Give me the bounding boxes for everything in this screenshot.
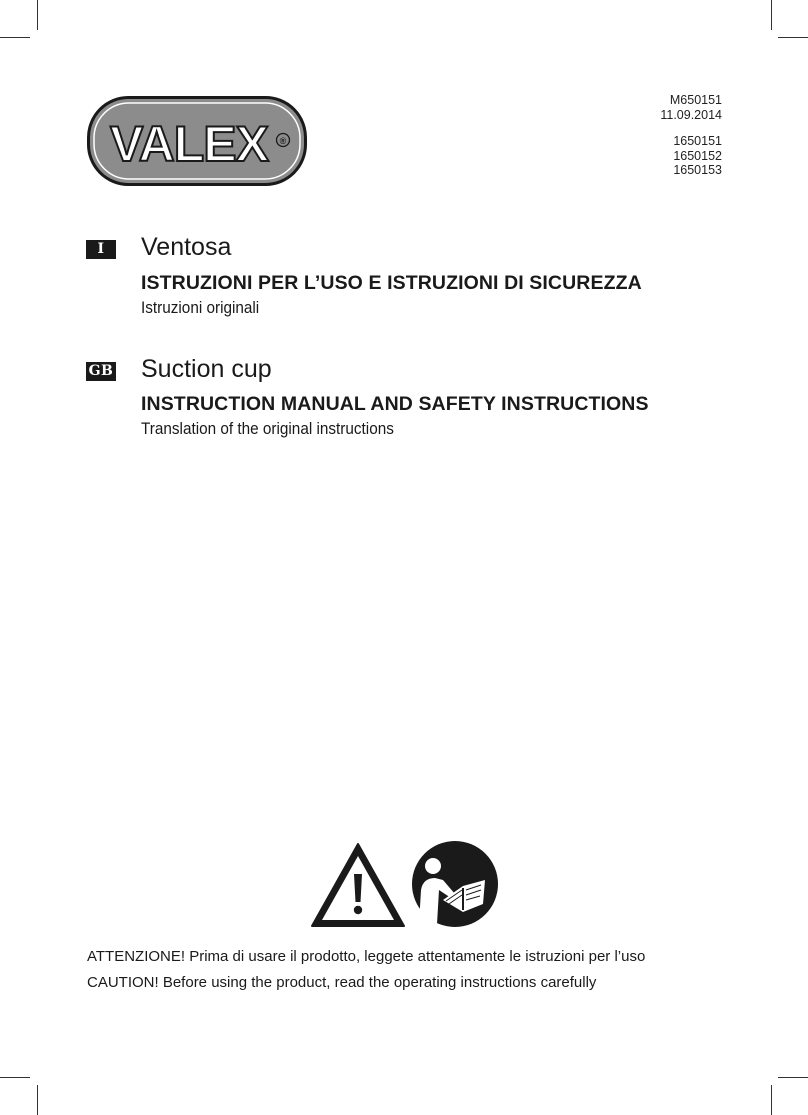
logo-wordmark: VALEX <box>110 116 268 172</box>
crop-mark-top-left <box>37 0 38 30</box>
manual-subtitle-english: Translation of the original instructions <box>141 419 394 438</box>
manual-heading-italian: ISTRUZIONI PER L’USO E ISTRUZIONI DI SICUREZZA <box>141 272 642 294</box>
product-title-english: Suction cup <box>141 355 272 383</box>
valex-logo <box>87 96 307 186</box>
language-tag-english: GB <box>86 362 116 381</box>
crop-mark-right-bottom <box>778 1077 808 1078</box>
article-code: 1650151 <box>673 134 722 148</box>
document-codes <box>660 93 722 178</box>
crop-mark-left-top <box>0 37 30 38</box>
safety-icons <box>311 840 501 930</box>
warning-text-italian: ATTENZIONE! Prima di usare il prodotto, leggete attentamente le istruzioni per l’uso <box>87 948 646 965</box>
language-tag-italian: I <box>86 240 116 259</box>
crop-mark-top-right <box>771 0 772 30</box>
article-code: 1650153 <box>673 163 722 177</box>
article-code: 1650152 <box>673 148 722 163</box>
product-title-italian: Ventosa <box>141 233 232 261</box>
read-manual-icon <box>412 841 498 927</box>
crop-mark-right-top <box>778 37 808 38</box>
warning-text-english: CAUTION! Before using the product, read the operating instructions carefully <box>87 974 597 991</box>
crop-mark-bottom-left <box>37 1085 38 1115</box>
italian-section <box>86 233 726 327</box>
warning-triangle-icon <box>312 844 404 926</box>
manual-code: M650151 <box>669 93 722 107</box>
crop-mark-bottom-right <box>771 1085 772 1115</box>
manual-subtitle-italian: Istruzioni originali <box>141 298 260 317</box>
crop-mark-left-bottom <box>0 1077 30 1078</box>
registered-mark: ® <box>279 136 287 146</box>
document-date: 11.09.2014 <box>660 107 722 122</box>
manual-heading-english: INSTRUCTION MANUAL AND SAFETY INSTRUCTIONS <box>141 393 649 415</box>
english-section <box>86 355 726 449</box>
